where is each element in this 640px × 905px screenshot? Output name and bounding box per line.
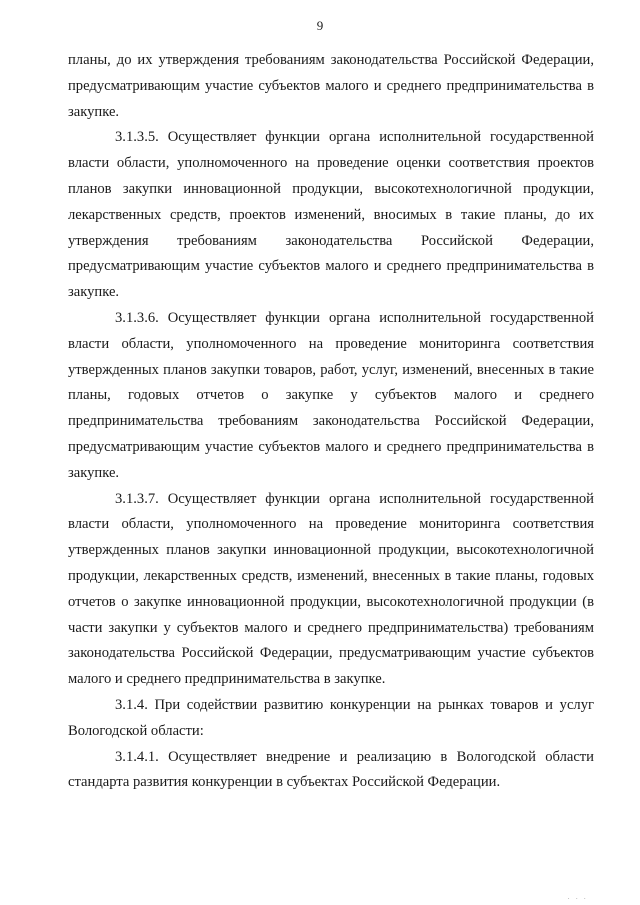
paragraph-continuation: планы, до их утверждения требованиям законодательства Российской Федерации, предусматривающим участие субъектов малого и среднего предпринимательства в закупке. <box>68 52 594 120</box>
paragraph-3-1-3-6: 3.1.3.6. Осуществляет функции органа исполнительной государственной власти области, уполномоченного на проведение мониторинга соответствия утвержденных планов закупки товаров, работ, услуг, изменений, внесенных в такие планы, годовых отчетов о закупке у субъектов малого и среднего предпринимательства требованиям законодательства Российской Федерации, предусматривающим участие субъектов малого и среднего предпринимательства в закупке. <box>68 309 594 481</box>
document-body <box>68 48 594 796</box>
scan-mark: · · · <box>567 895 588 903</box>
paragraph-3-1-3-5: 3.1.3.5. Осуществляет функции органа исполнительной государственной власти области, уполномоченного на проведение оценки соответствия проектов планов закупки инновационной продукции, высокотехнологичной продукции, лекарственных средств, проектов изменений, вносимых в такие планы, до их утверждения требованиям законодательства Российской Федерации, предусматривающим участие субъектов малого и среднего предпринимательства в закупке. <box>68 129 594 301</box>
paragraph-3-1-3-7: 3.1.3.7. Осуществляет функции органа исполнительной государственной власти области, уполномоченного на проведение мониторинга соответствия утвержденных планов закупки инновационной продукции, высокотехнологичной продукции, лекарственных средств, изменений, внесенных в такие планы, годовых отчетов о закупке инновационной продукции, высокотехнологичной продукции (в части закупки у субъектов малого и среднего предпринимательства) требованиям законодательства Российской Федерации, предусматривающим участие субъектов малого и среднего предпринимательства в закупке. <box>68 490 594 688</box>
paragraph-3-1-4-1: 3.1.4.1. Осуществляет внедрение и реализацию в Вологодской области стандарта развития конкуренции в субъектах Российской Федерации. <box>68 748 594 791</box>
page-number: 9 <box>316 18 324 33</box>
paragraph-3-1-4: 3.1.4. При содействии развитию конкуренции на рынках товаров и услуг Вологодской области: <box>68 696 594 739</box>
